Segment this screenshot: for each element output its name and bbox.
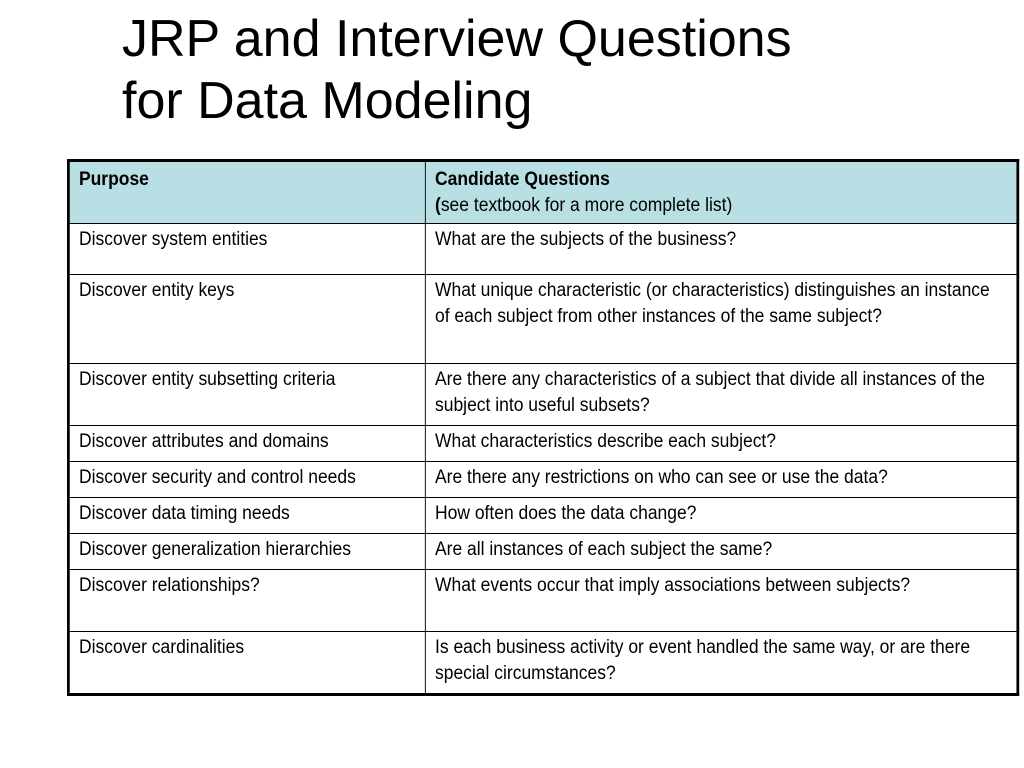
- purpose-cell: Discover system entities: [68, 224, 425, 275]
- question-cell: What events occur that imply associations between subjects?: [425, 570, 1017, 632]
- question-cell: How often does the data change?: [425, 498, 1017, 534]
- table-row: [68, 462, 1017, 498]
- header-candidate-questions: [425, 161, 1017, 224]
- purpose-cell: Discover entity subsetting criteria: [68, 364, 425, 426]
- question-cell: Are all instances of each subject the same?: [425, 534, 1017, 570]
- purpose-cell: Discover cardinalities: [68, 632, 425, 695]
- header-candidate-questions-note: [435, 193, 1007, 219]
- question-cell: Are there any characteristics of a subject that divide all instances of the subject into useful subsets?: [425, 364, 1017, 426]
- slide-title-line-1: JRP and Interview Questions: [122, 10, 792, 68]
- questions-table-container: [67, 159, 1017, 696]
- purpose-cell: Discover relationships?: [68, 570, 425, 632]
- header-note-text: see textbook for a more complete list): [440, 195, 733, 216]
- table-header-row: [68, 161, 1017, 224]
- table-row: [68, 275, 1017, 364]
- header-note-paren: (: [435, 195, 441, 216]
- table-row: [68, 224, 1017, 275]
- question-cell: What unique characteristic (or characteristics) distinguishes an instance of each subject from other instances of the same subject?: [425, 275, 1017, 364]
- question-cell: What characteristics describe each subject?: [425, 426, 1017, 462]
- purpose-cell: Discover entity keys: [68, 275, 425, 364]
- header-candidate-questions-title: Candidate Questions: [435, 169, 610, 190]
- slide-title: [122, 8, 1002, 132]
- question-cell: Is each business activity or event handled the same way, or are there special circumstances?: [425, 632, 1017, 695]
- purpose-cell: Discover attributes and domains: [68, 426, 425, 462]
- table-row: [68, 364, 1017, 426]
- question-cell: Are there any restrictions on who can see or use the data?: [425, 462, 1017, 498]
- purpose-cell: Discover security and control needs: [68, 462, 425, 498]
- table-row: [68, 632, 1017, 695]
- table-row: [68, 570, 1017, 632]
- purpose-cell: Discover data timing needs: [68, 498, 425, 534]
- question-cell: What are the subjects of the business?: [425, 224, 1017, 275]
- purpose-cell: Discover generalization hierarchies: [68, 534, 425, 570]
- table-row: [68, 534, 1017, 570]
- table-row: [68, 498, 1017, 534]
- questions-table: [67, 159, 1019, 696]
- slide-title-line-2: for Data Modeling: [122, 72, 533, 130]
- table-row: [68, 426, 1017, 462]
- header-purpose: Purpose: [68, 161, 425, 224]
